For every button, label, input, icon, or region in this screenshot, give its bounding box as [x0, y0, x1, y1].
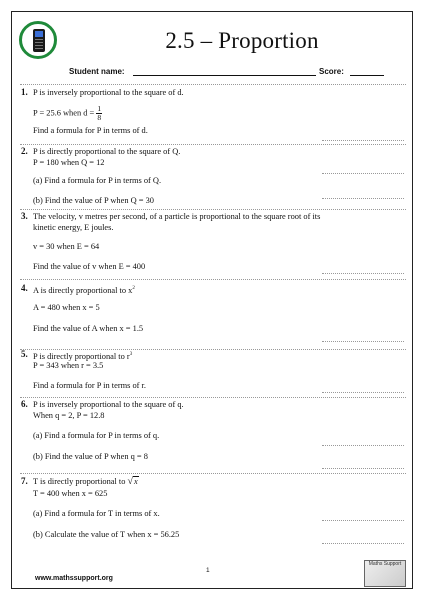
answer-line[interactable] [322, 468, 404, 469]
separator [20, 279, 406, 280]
answer-line[interactable] [322, 543, 404, 544]
question-text: A is directly proportional to $x^2$ [33, 285, 135, 295]
question-text: P is inversely proportional to the square of d. [33, 88, 184, 97]
question-text: kinetic energy, E joules. [33, 223, 114, 232]
answer-line[interactable] [322, 392, 404, 393]
question-text: P = 343 when r = 3.5 [33, 361, 104, 370]
answer-line[interactable] [322, 173, 404, 174]
page-title: 2.5 – Proportion [165, 28, 319, 53]
question-number: 6. [21, 399, 28, 409]
answer-line[interactable] [322, 273, 404, 274]
question-text: P = 180 when Q = 12 [33, 158, 105, 167]
answer-line[interactable] [322, 341, 404, 342]
maths-support-logo: Maths Support [364, 560, 406, 587]
question-text: (b) Find the value of P when q = 8 [33, 452, 148, 461]
separator [20, 397, 406, 398]
answer-line[interactable] [322, 198, 404, 199]
question-text: Find the value of A when x = 1.5 [33, 324, 144, 333]
separator [20, 144, 406, 145]
separator [20, 473, 406, 474]
question-number: 3. [21, 211, 28, 221]
score-field[interactable] [350, 75, 384, 76]
question-text: Find the value of v when E = 400 [33, 262, 146, 271]
question-number: 7. [21, 476, 28, 486]
question-text: v = 30 when E = 64 [33, 242, 100, 251]
question-text: A = 480 when x = 5 [33, 303, 100, 312]
question-text: (b) Find the value of P when Q = 30 [33, 196, 154, 205]
question-text: P is directly proportional to the square of Q. [33, 147, 181, 156]
question-text: P is inversely proportional to the square of q. [33, 400, 184, 409]
separator [20, 84, 406, 85]
question-text: P is directly proportional to $r^3$ [33, 351, 133, 361]
answer-line[interactable] [322, 140, 404, 141]
question-text: Find a formula for P in terms of r. [33, 381, 146, 390]
question-text: T = 400 when x = 625 [33, 489, 108, 498]
answer-line[interactable] [322, 445, 404, 446]
question-number: 1. [21, 87, 28, 97]
question-text: P = 25.6 when d = $\frac{1}{8}$ [33, 104, 102, 122]
question-number: 2. [21, 146, 28, 156]
question-text: When q = 2, P = 12.8 [33, 411, 105, 420]
student-name-field[interactable] [133, 75, 316, 76]
page-number: 1 [206, 567, 210, 574]
separator [20, 209, 406, 210]
question-number: 4. [21, 283, 28, 293]
question-number: 5. [21, 349, 28, 359]
score-label: Score: [319, 67, 344, 76]
worksheet-page [11, 11, 413, 589]
question-text: T is directly proportional to √x [33, 476, 138, 487]
answer-line[interactable] [322, 520, 404, 521]
question-text: (b) Calculate the value of T when x = 56.25 [33, 530, 180, 539]
question-text: The velocity, v metres per second, of a particle is proportional to the square root of its [33, 212, 321, 221]
website-url: www.mathssupport.org [35, 575, 113, 582]
question-text: (a) Find a formula for P in terms of q. [33, 431, 160, 440]
question-text: Find a formula for P in terms of d. [33, 126, 148, 135]
student-name-label: Student name: [69, 67, 125, 76]
question-text: (a) Find a formula for P in terms of Q. [33, 176, 162, 185]
question-text: (a) Find a formula for T in terms of x. [33, 509, 160, 518]
